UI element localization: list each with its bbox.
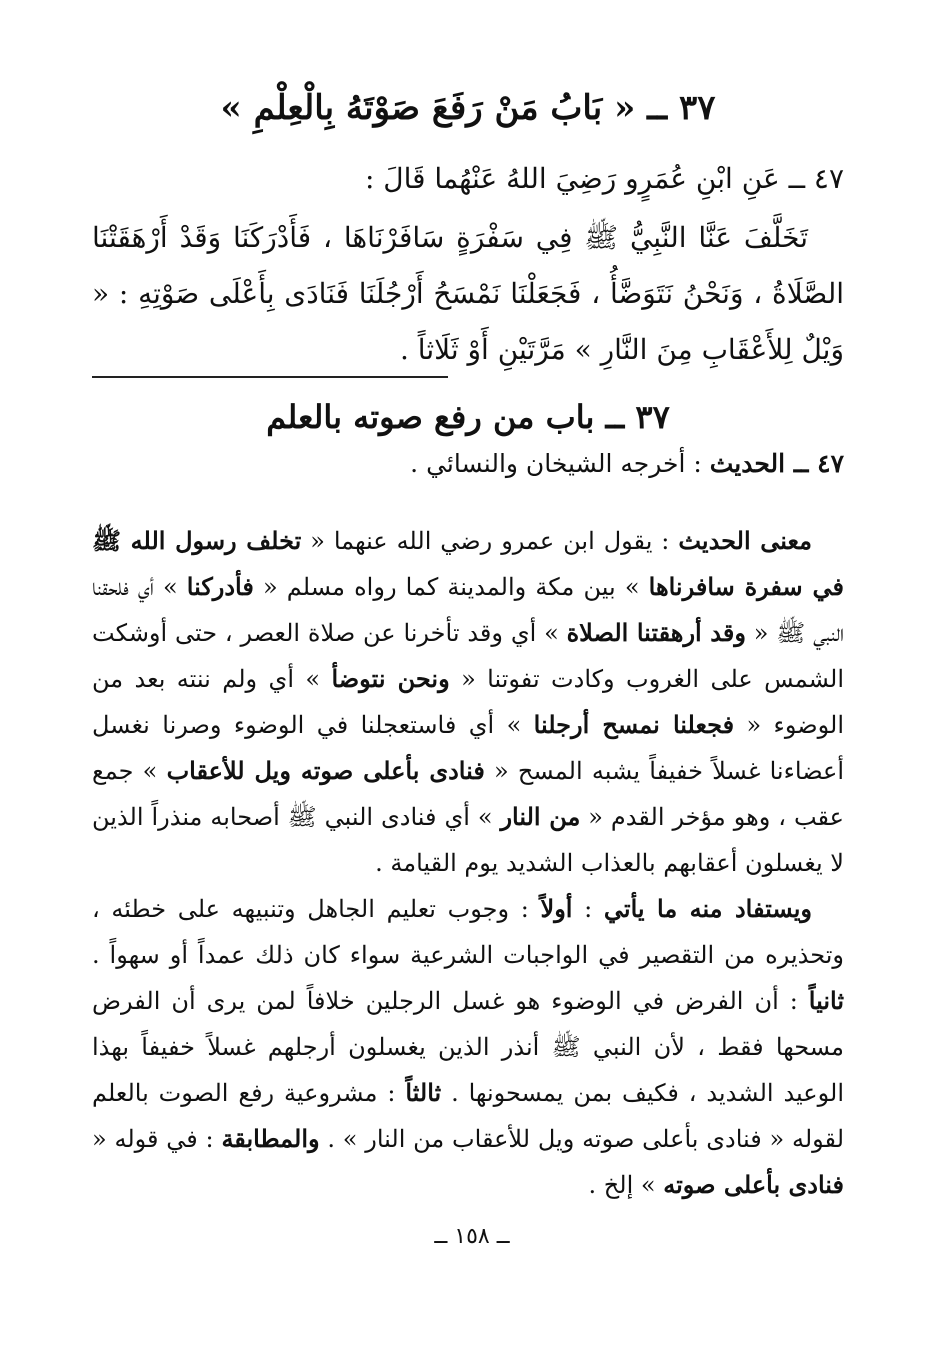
commentary-bold-run: أولاً: [540, 894, 573, 923]
commentary-bold-run: وقد أرهقتنا الصلاة: [566, 618, 746, 647]
footnote-divider: [92, 376, 448, 378]
commentary-paragraph-benefits: [92, 886, 844, 1208]
commentary-bold-run: ويستفاد منه ما يأتي: [603, 894, 812, 923]
commentary-bold-run: والمطابقة: [221, 1124, 320, 1153]
commentary-text-run: » إلخ .: [588, 1171, 664, 1199]
commentary-text-run: » بين مكة والمدينة كما رواه مسلم «: [253, 573, 649, 601]
chapter-title: ٣٧ ــ « بَابُ مَنْ رَفَعَ صَوْتَهُ بِالْعِلْمِ »: [220, 88, 716, 128]
commentary-bold-run: فجعلنا نمسح أرجلنا: [533, 710, 735, 739]
commentary-text-run: » أي فاستعجلنا في الوضوء وصرنا نغسل أعضاءنا غسلاً خفيفاً يشبه المسح «: [92, 711, 844, 785]
commentary-paragraph-meaning: [92, 518, 844, 886]
commentary-bold-run: ثالثاً: [405, 1078, 442, 1107]
takhrij-line: [92, 444, 844, 484]
commentary-text-run: » أي وقد تأخرنا عن صلاة العصر ، حتى أوشكت الشمس على الغروب وكادت تفوتنا «: [92, 619, 844, 693]
takhrij-text: : أخرجه الشيخان والنسائي .: [410, 449, 710, 478]
takhrij-label: ٤٧ ــ الحديث: [709, 449, 844, 478]
hadith-text: تَخَلَّفَ عَنَّا النَّبِيُّ ﷺ فِي سَفْرَةٍ سَافَرْنَاهَا ، فَأَدْرَكَنَا وَقَدْ أَرْهَقَتْنَا الصَّلَاةُ ، وَنَحْنُ نَتَوَضَّأُ ، فَجَعَلْنَا نَمْسَحُ أَرْجُلَنَا فَنَادَى بِأَعْلَى صَوْتِهِ : « وَيْلٌ لِلأَعْقَابِ مِنَ النَّارِ » مَرَّتَيْنِ أَوْ ثَلَاثاً .: [92, 221, 844, 366]
commentary-text-run: : وجوب تعليم الجاهل وتنبيهه على خطئه ، وتحذيره من التقصير في الواجبات الشرعية سواء كان ذلك عمداً أو سهواً .: [92, 895, 844, 969]
commentary-text-run: : يقول ابن عمرو رضي الله عنهما «: [301, 527, 679, 555]
commentary-bold-run: فنادى بأعلى صوته ويل للأعقاب: [166, 756, 485, 785]
hadith-text-block: [92, 210, 844, 378]
commentary-text-run: :: [572, 895, 604, 923]
commentary-bold-run: فأدركنا: [186, 572, 254, 601]
commentary-body: [92, 518, 844, 1208]
commentary-bold-run: ثانياً: [808, 986, 844, 1015]
commentary-text-run: » أي ولم ننته بعد من الوضوء «: [92, 665, 844, 739]
commentary-bold-run: تخلف رسول الله ﷺ في سفرة سافرناها: [92, 526, 845, 601]
page-number: ــ ١٥٨ ــ: [434, 1224, 510, 1249]
commentary-title: ٣٧ ــ باب من رفع صوته بالعلم: [266, 398, 670, 436]
commentary-text-run: : في قوله «: [92, 1125, 222, 1153]
commentary-bold-run: فنادى بأعلى صوته: [663, 1170, 844, 1199]
commentary-bold-run: ونحن نتوضأ: [331, 664, 450, 693]
commentary-text-run: : مشروعية رفع الصوت بالعلم لقوله « فنادى بأعلى صوته ويل للأعقاب من النار » .: [92, 1079, 845, 1153]
commentary-bold-run: معنى الحديث: [678, 526, 812, 555]
commentary-text-run: : أن الفرض في الوضوء هو غسل الرجلين خلافاً لمن يرى أن الفرض مسحها فقط ، لأن النبي ﷺ أنذر الذين يغسلون أرجلهم غسلاً خفيفاً بهذا الوعيد الشديد ، فكيف بمن يمسحونها .: [92, 987, 844, 1107]
commentary-text-run: » أي فلحقنا النبي ﷺ «: [92, 573, 845, 647]
hadith-header: ٤٧ ــ عَنِ ابْنِ عُمَرٍو رَضِيَ اللهُ عَنْهُما قَالَ :: [364, 162, 844, 195]
commentary-bold-run: من النار: [500, 802, 581, 831]
commentary-text-run: » جمع عقب ، وهو مؤخر القدم «: [92, 757, 844, 831]
commentary-text-run: » أي فنادى النبي ﷺ أصحابه منذراً الذين لا يغسلون أعقابهم بالعذاب الشديد يوم القيامة .: [92, 803, 844, 877]
